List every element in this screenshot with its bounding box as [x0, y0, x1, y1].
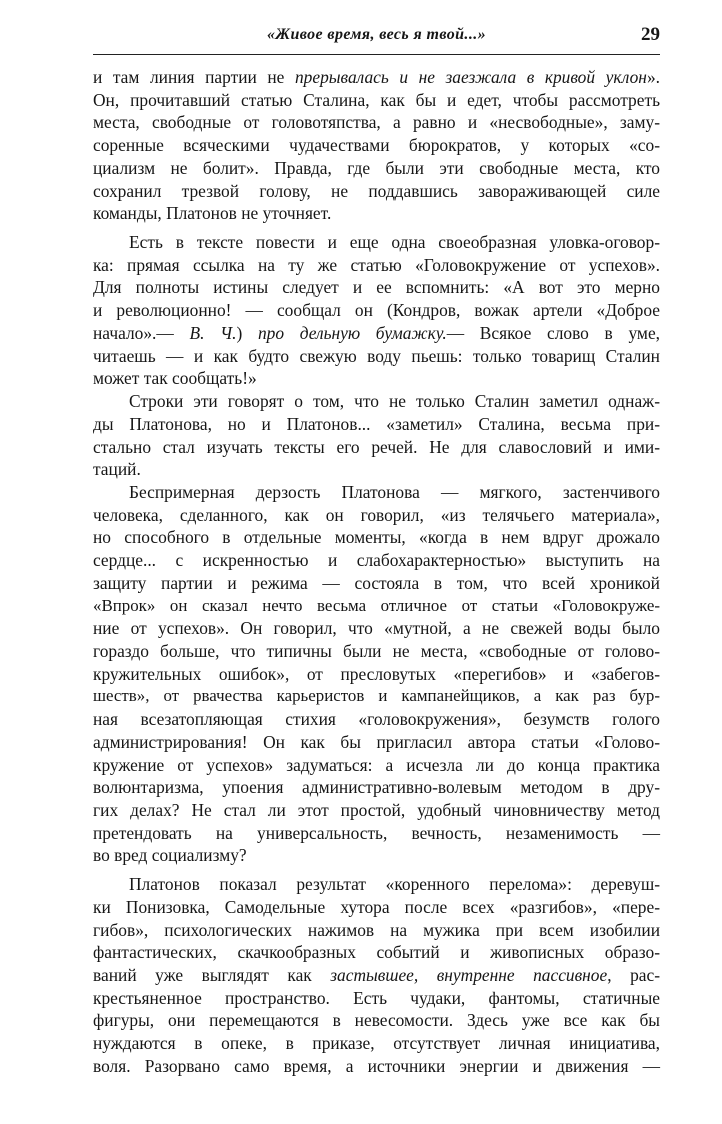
text-run: гих делах? Не стал ли этот простой, удобный чиновничеству метод — [93, 800, 660, 820]
text-run: места, свободные от головотяпства, а равно и «несвободные», заму- — [93, 112, 660, 133]
text-run: может так сообщать!» — [93, 368, 257, 389]
text-run: команды, Платонов не уточняет. — [93, 203, 332, 224]
text-line — [93, 345, 660, 368]
text-run: кружение от успехов» задуматься: а исчезла ли до конца практика — [93, 754, 660, 775]
text-run: крестьяненное пространство. Есть чудаки, фантомы, статичные — [93, 987, 660, 1008]
text-run: воля. Разорвано само время, а источники энергии и движения — — [93, 1055, 660, 1076]
text-run: претендовать на универсальность, вечность, незаменимость — — [93, 822, 660, 843]
text-run: гораздо больше, что типичны были не места, «свободные от голово- — [93, 640, 660, 661]
text-line — [93, 111, 660, 134]
text-line — [93, 481, 660, 504]
text-run: защиту партии и режима — состояла в том, что всей хроникой — [93, 572, 660, 593]
text-run: соренные всяческими чудачествами бюрократов, у которых «со- — [93, 135, 660, 156]
body-text — [93, 66, 660, 1078]
text-run: таций. — [93, 459, 141, 480]
text-line — [93, 89, 660, 112]
text-run: сохранил трезвой голову, не поддавшись завораживающей силе — [93, 180, 660, 201]
text-line — [93, 896, 660, 919]
text-run: ние от успехов». Он говорил, что «мутной, а не свежей воды было — [93, 618, 660, 639]
text-run: и революционно! — сообщал он (Кондров, вожак артели «Доброе — [93, 300, 660, 321]
text-line — [93, 1055, 660, 1078]
text-run: сердце... с искренностью и слабохарактерностью» выступить на — [93, 550, 660, 571]
text-run: администрирования! Он как бы пригласил автора статьи «Голово- — [93, 731, 660, 752]
text-run: и там линия партии не — [93, 67, 295, 87]
text-line — [93, 436, 660, 459]
text-run: Для полноты истины следует и ее вспомнить: «А вот это мерно — [93, 277, 660, 298]
text-line — [93, 299, 660, 322]
text-run: Беспримерная дерзость Платонова — мягкого, застенчивого — [129, 481, 660, 502]
text-run: ) — [236, 322, 258, 343]
italic-text: про дельную бумажку. — [257, 322, 447, 343]
text-run: ды Платонова, но и Платонов... «заметил» Сталина, весьма при- — [93, 413, 660, 434]
text-line — [93, 663, 660, 686]
text-run: фантастических, скачкообразных событий и живописных образо- — [93, 942, 660, 963]
text-line — [93, 987, 660, 1010]
text-line — [93, 504, 660, 527]
text-line — [93, 134, 660, 157]
text-line — [93, 731, 660, 754]
text-line — [93, 180, 660, 203]
text-line — [93, 617, 660, 640]
text-line — [93, 526, 660, 549]
text-run: ка: прямая ссылка на ту же статью «Головокружение от успехов». — [93, 254, 660, 275]
text-line — [93, 964, 660, 987]
text-line — [93, 640, 660, 663]
italic-text: В. Ч. — [189, 322, 237, 343]
text-line — [93, 1009, 660, 1032]
text-line — [93, 390, 660, 413]
text-line — [93, 157, 660, 180]
italic-text: прерывалась и не заезжала в кривой уклон — [294, 67, 647, 87]
text-run: гибов», психологических нажимов на мужика при всем изобилии — [93, 919, 660, 940]
text-line — [93, 708, 660, 731]
text-line — [93, 413, 660, 436]
text-line — [93, 549, 660, 572]
text-line — [93, 685, 660, 708]
text-line — [93, 458, 660, 481]
text-run: начало».— — [93, 322, 190, 343]
text-line — [93, 754, 660, 777]
text-run: ки Понизовка, Самодельные хутора после всех «разгибов», «пере- — [93, 896, 660, 917]
running-title: «Живое время, весь я твой...» — [266, 26, 487, 43]
text-line — [93, 919, 660, 942]
page-number: 29 — [641, 24, 660, 45]
text-run: но способного в отдельные моменты, «когда в нем вдруг дрожало — [93, 527, 660, 548]
text-run: Платонов показал результат «коренного перелома»: деревуш- — [129, 874, 660, 895]
text-line — [93, 873, 660, 896]
text-run: кружительных ошибок», от пресловутых «перегибов» и «забегов- — [93, 663, 660, 684]
text-run: шеств», от рвачества карьеристов и кампанейщиков, а как раз бур- — [93, 686, 660, 706]
text-line — [93, 276, 660, 299]
text-run: Строки эти говорят о том, что не только Сталин заметил однаж- — [129, 391, 660, 412]
text-line — [93, 202, 660, 225]
text-line — [93, 254, 660, 277]
text-line — [93, 941, 660, 964]
text-run: циализм не болит». Правда, где были эти свободные места, кто — [93, 157, 660, 178]
text-line — [93, 322, 660, 345]
text-run: Он, прочитавший статью Сталина, как бы и едет, чтобы рассмотреть — [93, 89, 660, 110]
text-run: фигуры, они перемещаются в невесомости. Здесь уже все как бы — [93, 1010, 660, 1031]
text-line — [93, 367, 660, 390]
text-line — [93, 595, 660, 618]
page-header — [93, 22, 660, 58]
text-run: волюнтаризма, упоения административно-волевым методом в дру- — [93, 777, 660, 798]
text-run: ваний уже выглядят как — [93, 965, 331, 986]
header-rule — [93, 54, 660, 55]
text-line — [93, 1032, 660, 1055]
text-run: во вред социализму? — [93, 845, 247, 866]
text-run: нуждаются в опеке, в приказе, отсутствует личная инициатива, — [93, 1033, 660, 1054]
text-line — [93, 231, 660, 254]
text-run: читаешь — и как будто свежую воду пьешь: только товарищ Сталин — [93, 345, 660, 366]
text-run: человека, сделанного, как он говорил, «из телячьего материала», — [93, 504, 660, 525]
text-run: Есть в тексте повести и еще одна своеобразная уловка-оговор- — [129, 232, 660, 253]
text-run: ная всезатопляющая стихия «головокружения», безумств голого — [93, 709, 660, 730]
text-line — [93, 572, 660, 595]
italic-text: застывшее, внутренне пассивное — [330, 965, 608, 986]
text-run: , рас- — [607, 965, 660, 986]
text-run: «Впрок» он сказал нечто весьма отличное от статьи «Головокруже- — [93, 595, 660, 615]
text-run: стально стал изучать тексты его речей. Не для славословий и ими- — [93, 436, 660, 457]
text-line — [93, 776, 660, 799]
text-run: — Всякое слово в уме, — [446, 322, 661, 343]
text-line — [93, 66, 660, 89]
text-line — [93, 822, 660, 845]
text-line — [93, 844, 660, 867]
text-line — [93, 799, 660, 822]
text-run: ». — [646, 67, 660, 87]
